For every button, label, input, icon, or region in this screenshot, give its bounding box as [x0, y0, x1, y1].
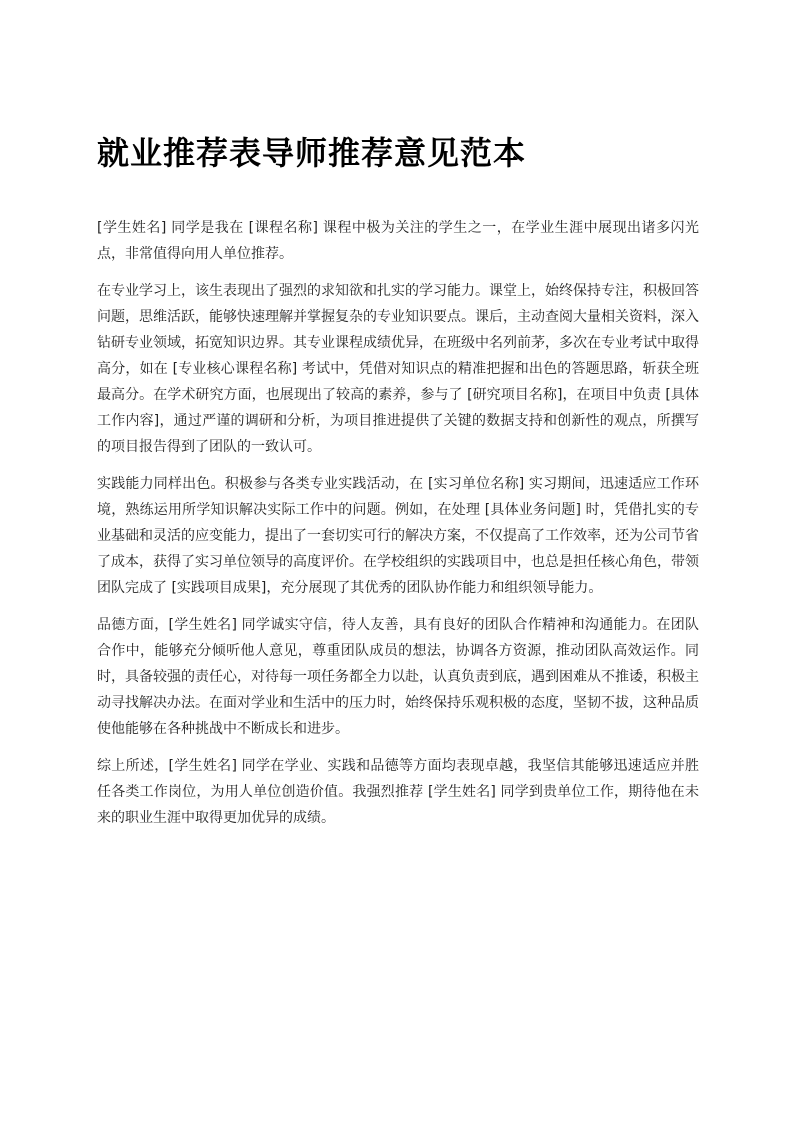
- page-title: 就业推荐表导师推荐意见范本: [97, 134, 527, 172]
- paragraph-character: 品德方面，[学生姓名] 同学诚实守信，待人友善，具有良好的团队合作精神和沟通能力。在团队合作中，能够充分倾听他人意见，尊重团队成员的想法，协调各方资源，推动团队高效运作。同时，具备较强的责任心，对待每一项任务都全力以赴，认真负责到底，遇到困难从不推诿，积极主动寻找解决办法。在面对学业和生活中的压力时，始终保持乐观积极的态度，坚韧不拔，这种品质使他能够在各种挑战中不断成长和进步。: [97, 617, 699, 737]
- document-body: [97, 131, 699, 842]
- paragraph-academics: 在专业学习上，该生表现出了强烈的求知欲和扎实的学习能力。课堂上，始终保持专注，积极回答问题，思维活跃，能够快速理解并掌握复杂的专业知识要点。课后，主动查阅大量相关资料，深入钻研专业领域，拓宽知识边界。其专业课程成绩优异，在班级中名列前茅，多次在专业考试中取得高分，如在 [专业核心课程名称] 考试中，凭借对知识点的精准把握和出色的答题思路，斩获全班最高分。在学术研究方面，也展现出了较高的素养，参与了 [研究项目名称]，在项目中负责 [具体工作内容]，通过严谨的调研和分析，为项目推进提供了关键的数据支持和创新性的观点，所撰写的项目报告得到了团队的一致认可。: [97, 283, 699, 455]
- paragraph-practice: 实践能力同样出色。积极参与各类专业实践活动，在 [实习单位名称] 实习期间，迅速适应工作环境，熟练运用所学知识解决实际工作中的问题。例如，在处理 [具体业务问题] 时，凭借扎实的专业基础和灵活的应变能力，提出了一套切实可行的解决方案，不仅提高了工作效率，还为公司节省了成本，获得了实习单位领导的高度评价。在学校组织的实践项目中，也总是担任核心角色，带领团队完成了 [实践项目成果]，充分展现了其优秀的团队协作能力和组织领导能力。: [97, 476, 699, 596]
- paragraph-intro: [学生姓名] 同学是我在 [课程名称] 课程中极为关注的学生之一，在学业生涯中展现出诸多闪光点，非常值得向用人单位推荐。: [97, 220, 699, 262]
- paragraph-conclusion: 综上所述，[学生姓名] 同学在学业、实践和品德等方面均表现卓越，我坚信其能够迅速适应并胜任各类工作岗位，为用人单位创造价值。我强烈推荐 [学生姓名] 同学到贵单位工作，期待他在未来的职业生涯中取得更加优异的成绩。: [97, 758, 699, 826]
